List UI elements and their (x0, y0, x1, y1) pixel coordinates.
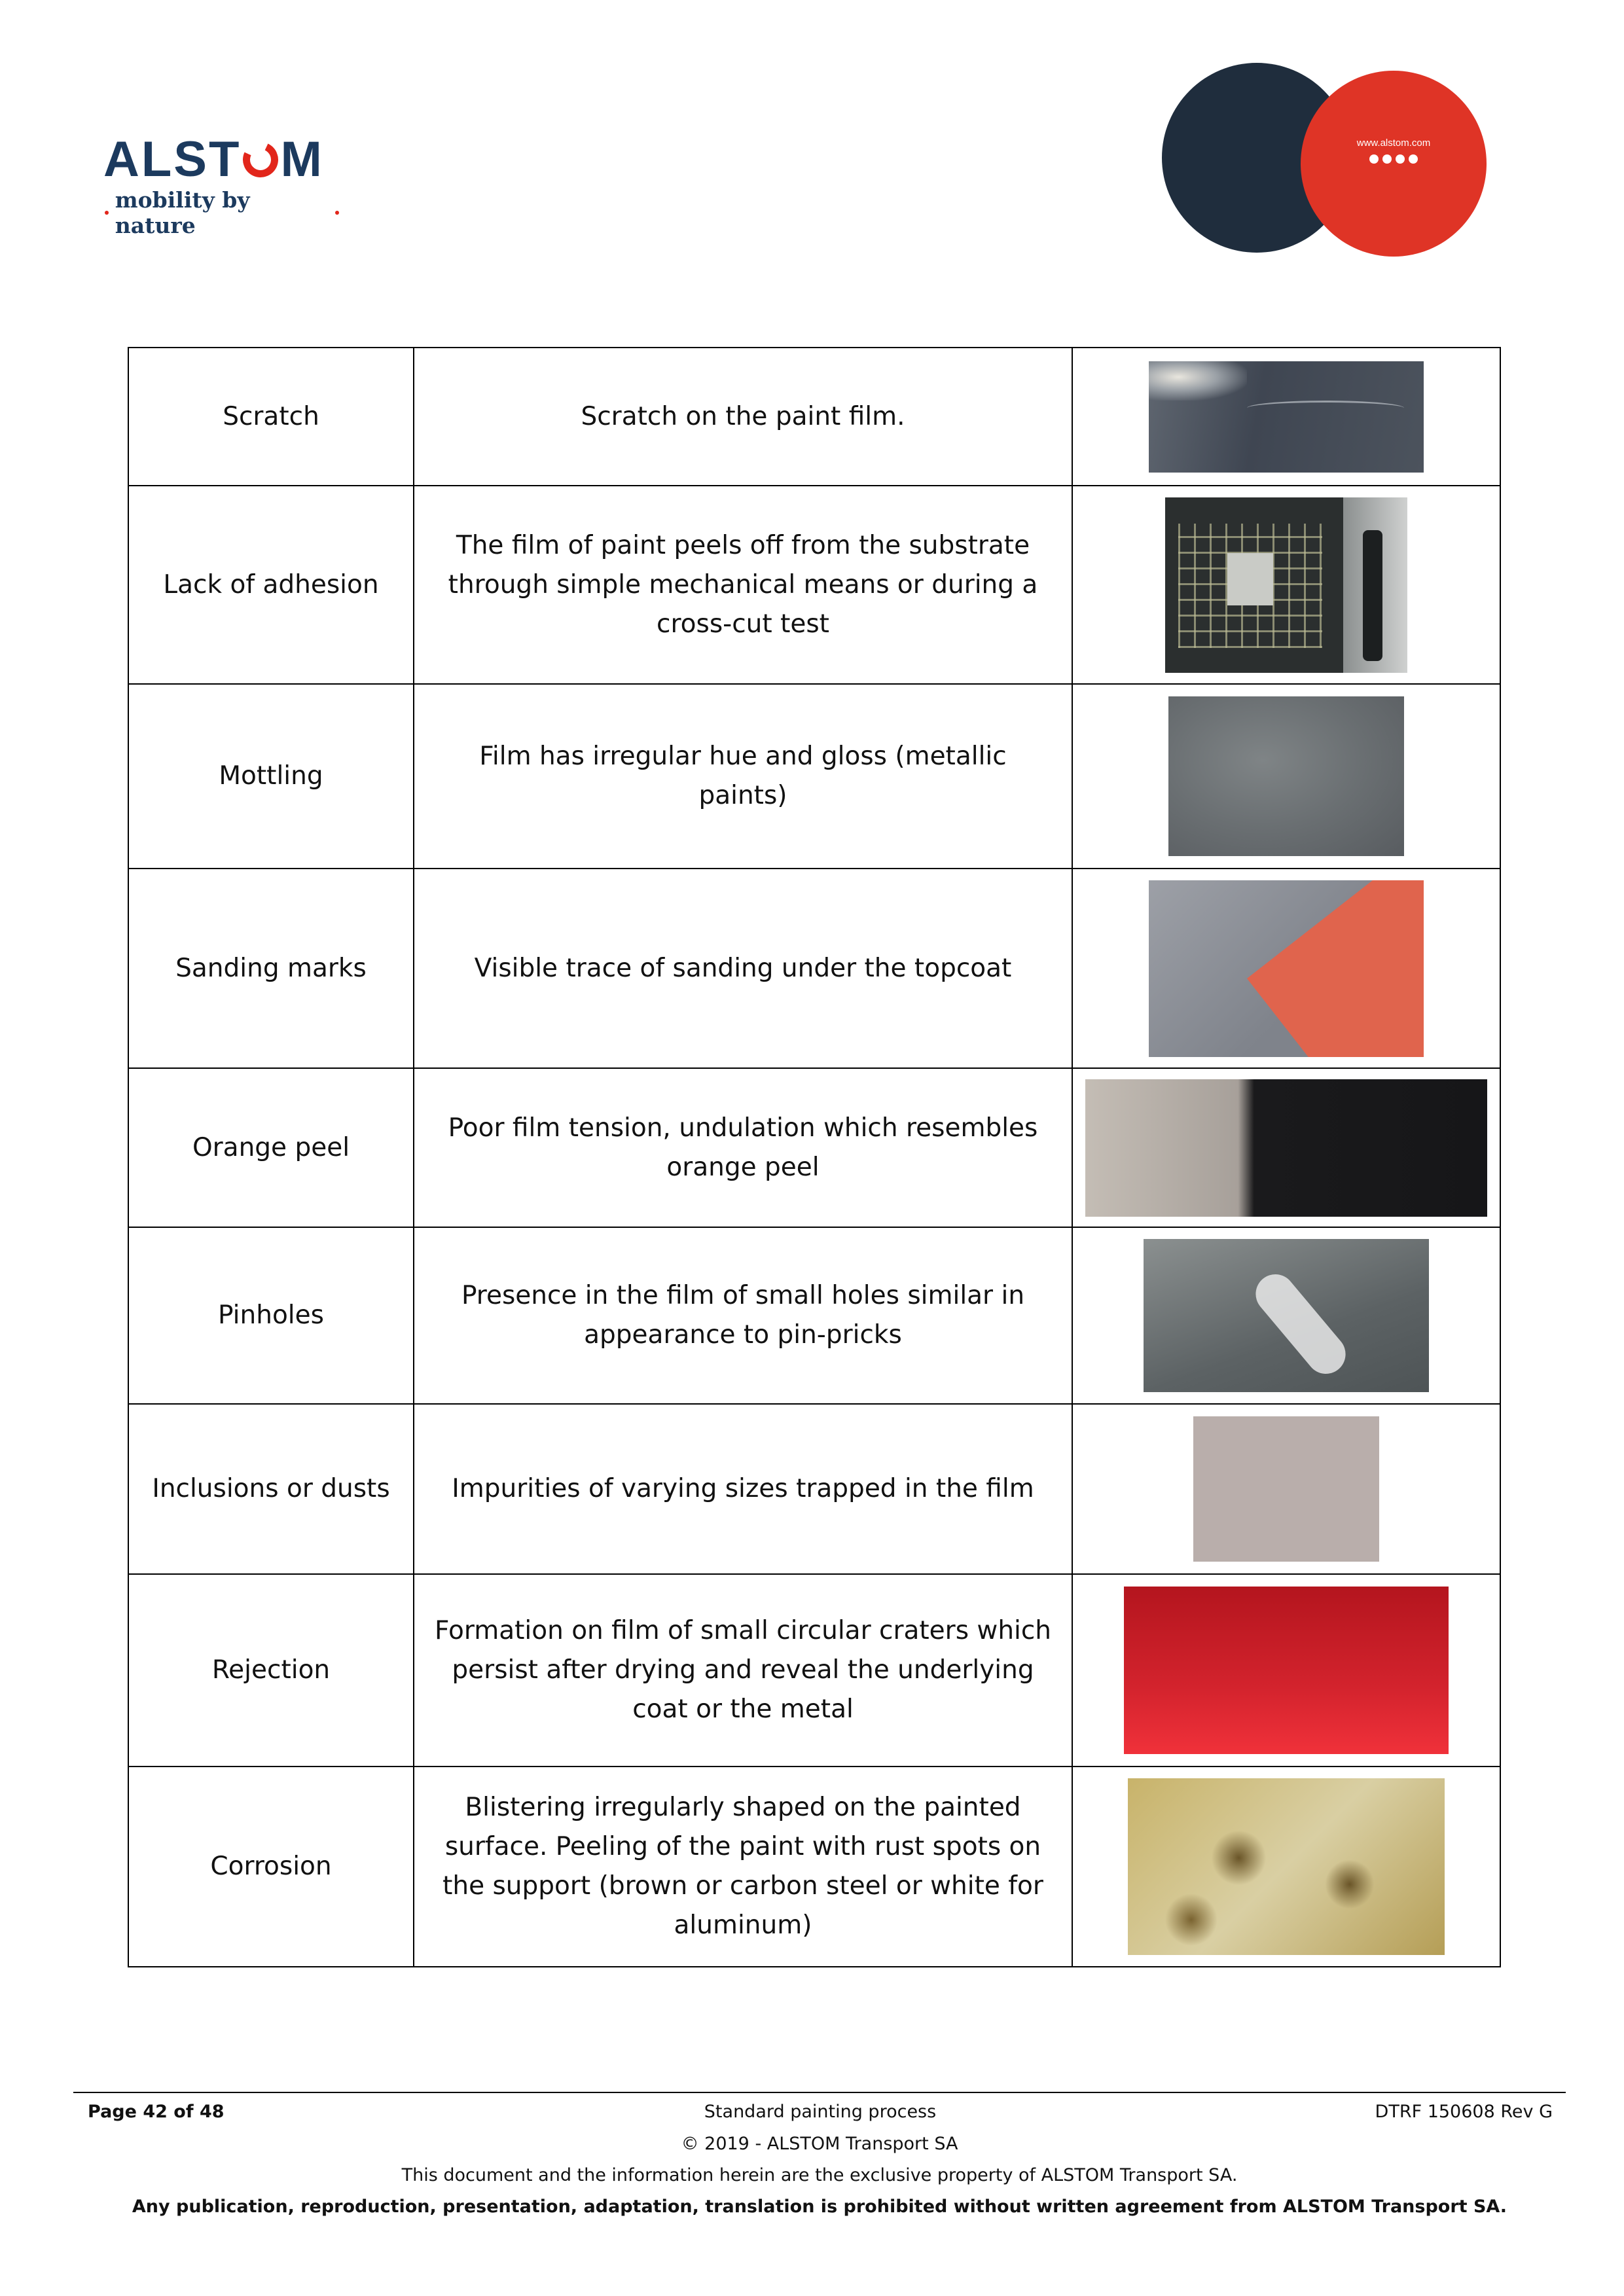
pinholes-photo (1144, 1239, 1429, 1392)
logo-word-left: ALST (103, 132, 242, 187)
rejection-photo (1124, 1587, 1449, 1754)
prohibition-notice: Any publication, reproduction, presentation, adaptation, translation is prohibited without written agreement from ALSTOM Transport SA. (132, 2197, 1507, 2217)
tape-strip (1343, 497, 1407, 673)
logo-tagline: mobility by nature (115, 187, 250, 238)
table-row (128, 348, 1500, 486)
copyright-notice: © 2019 - ALSTOM Transport SA (681, 2134, 958, 2154)
defect-name: Orange peel (128, 1068, 414, 1227)
sanding-marks-photo (1149, 880, 1424, 1057)
twitter-icon (1382, 154, 1392, 164)
table-row (128, 486, 1500, 684)
table-row (128, 1068, 1500, 1227)
defect-description: Film has irregular hue and gloss (metallic paints) (414, 684, 1072, 869)
defect-description: Presence in the film of small holes similar in appearance to pin-pricks (414, 1227, 1072, 1404)
paint-defects-table (128, 347, 1501, 1967)
logo-ring-icon (238, 137, 283, 182)
defect-name: Inclusions or dusts (128, 1404, 414, 1574)
table-row (128, 1404, 1500, 1574)
defect-name: Corrosion (128, 1767, 414, 1967)
youtube-icon (1409, 154, 1418, 164)
orange-peel-photo (1085, 1079, 1487, 1217)
defect-description: Blistering irregularly shaped on the painted surface. Peeling of the paint with rust spots on the support (brown or carbon steel or white for aluminum) (414, 1767, 1072, 1967)
defect-name: Rejection (128, 1574, 414, 1767)
table-row (128, 684, 1500, 869)
linkedin-icon (1396, 154, 1405, 164)
defect-name: Mottling (128, 684, 414, 869)
defect-photo-cell (1072, 1574, 1500, 1767)
defect-photo-cell (1072, 869, 1500, 1068)
defect-photo-cell (1072, 1767, 1500, 1967)
defect-description: The film of paint peels off from the substrate through simple mechanical means or during a cross-cut test (414, 486, 1072, 684)
website-url: www.alstom.com (1356, 137, 1431, 149)
defect-photo-cell (1072, 684, 1500, 869)
defect-name: Sanding marks (128, 869, 414, 1068)
scratch-photo (1149, 361, 1424, 473)
defect-photo-cell (1072, 1404, 1500, 1574)
logo-tagline-row (103, 187, 339, 238)
defect-photo-cell (1072, 486, 1500, 684)
table-row (128, 869, 1500, 1068)
tagline-dot-left (105, 211, 109, 215)
footer-divider (73, 2092, 1566, 2093)
tagline-dot-right (335, 211, 339, 215)
defect-photo-cell (1072, 1068, 1500, 1227)
brand-circles (1162, 59, 1502, 255)
defect-description: Impurities of varying sizes trapped in the film (414, 1404, 1072, 1574)
page-number: Page 42 of 48 (88, 2102, 225, 2122)
logo-word-right: M (280, 132, 324, 187)
alstom-logo (103, 132, 339, 238)
red-circle (1301, 71, 1487, 257)
lack-of-adhesion-photo (1165, 497, 1407, 673)
mottling-photo (1168, 696, 1404, 856)
property-notice: This document and the information herein are the exclusive property of ALSTOM Transport SA. (401, 2165, 1238, 2185)
inclusions-photo (1193, 1416, 1379, 1562)
defect-description: Poor film tension, undulation which resembles orange peel (414, 1068, 1072, 1227)
footer-top-row (73, 2096, 1566, 2128)
defect-name: Scratch (128, 348, 414, 486)
facebook-icon (1369, 154, 1379, 164)
table-row (128, 1227, 1500, 1404)
defect-description: Formation on film of small circular craters which persist after drying and reveal the underlying coat or the metal (414, 1574, 1072, 1767)
page-footer (73, 2096, 1566, 2223)
defect-description: Scratch on the paint film. (414, 348, 1072, 486)
table-row (128, 1767, 1500, 1967)
corrosion-photo (1128, 1778, 1445, 1955)
document-reference: DTRF 150608 Rev G (1375, 2102, 1553, 2122)
defect-name: Lack of adhesion (128, 486, 414, 684)
defect-photo-cell (1072, 1227, 1500, 1404)
defect-description: Visible trace of sanding under the topcoat (414, 869, 1072, 1068)
defect-name: Pinholes (128, 1227, 414, 1404)
table-row (128, 1574, 1500, 1767)
logo-wordmark (103, 132, 339, 187)
social-icons (1301, 154, 1487, 164)
peeled-area (1227, 553, 1273, 605)
defect-photo-cell (1072, 348, 1500, 486)
document-title: Standard painting process (704, 2102, 937, 2122)
